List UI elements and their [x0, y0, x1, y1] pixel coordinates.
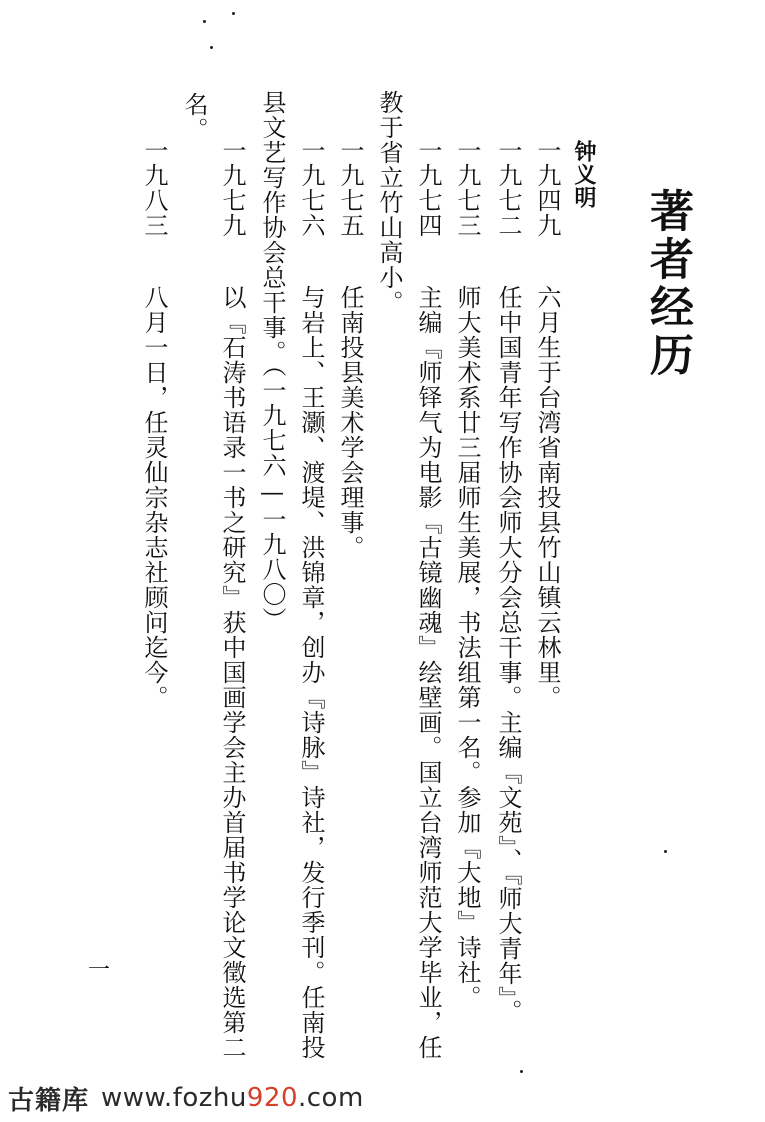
scan-speck	[520, 1070, 523, 1073]
entry-text: 以『石涛书语录一书之研究』获中国画学会主办首届书学论文徵选第二	[218, 285, 246, 1060]
entry-year: 一九七六	[297, 138, 325, 238]
entry-year: 一九四九	[533, 138, 561, 238]
watermark-bar	[0, 1074, 765, 1122]
watermark-logo: 古籍库	[8, 1085, 90, 1116]
scan-speck	[203, 20, 206, 23]
entry-year: 一九七二	[494, 138, 522, 238]
scan-speck	[210, 46, 213, 49]
watermark-url-prefix: www.fozhu	[101, 1083, 247, 1113]
watermark-url	[101, 1083, 364, 1113]
entry-text: 任中国青年写作协会师大分会总干事。主编『文苑』、『师大青年』。	[494, 285, 522, 1024]
page-title: 著者经历	[642, 188, 693, 380]
scan-speck	[664, 850, 667, 853]
entry-text: 与岩上、王灏、渡堤、洪锦章，创办『诗脉』诗社，发行季刊。任南投	[297, 285, 325, 1060]
entry-year: 一九八三	[140, 138, 168, 238]
watermark-url-number: 920	[246, 1083, 298, 1113]
entry-continuation: 教于省立竹山高小。	[375, 90, 403, 315]
entry-year: 一九七四	[414, 138, 442, 238]
entry-text: 任南投县美术学会理事。	[336, 285, 364, 560]
entry-continuation: 县文艺写作协会总干事。（一九七六—一九八〇）	[258, 90, 286, 632]
entry-continuation: 名。	[180, 92, 208, 142]
scan-speck	[232, 12, 235, 15]
entry-text: 主编『师铎气为电影『古镜幽魂』绘壁画。国立台湾师范大学毕业，任	[414, 285, 442, 1060]
entry-year: 一九七三	[453, 138, 481, 238]
author-name: 钟义明	[571, 140, 596, 209]
entry-text: 六月生于台湾省南投县竹山镇云林里。	[533, 285, 561, 710]
page-number: 一	[88, 958, 111, 983]
entry-text: 八月一日，任灵仙宗杂志社顾问迄今。	[140, 285, 168, 710]
entry-text: 师大美术系廿三届师生美展，书法组第一名。参加『大地』诗社。	[453, 285, 481, 1010]
watermark-url-suffix: .com	[298, 1083, 364, 1113]
entry-year: 一九七九	[218, 138, 246, 238]
entry-year: 一九七五	[336, 138, 364, 238]
